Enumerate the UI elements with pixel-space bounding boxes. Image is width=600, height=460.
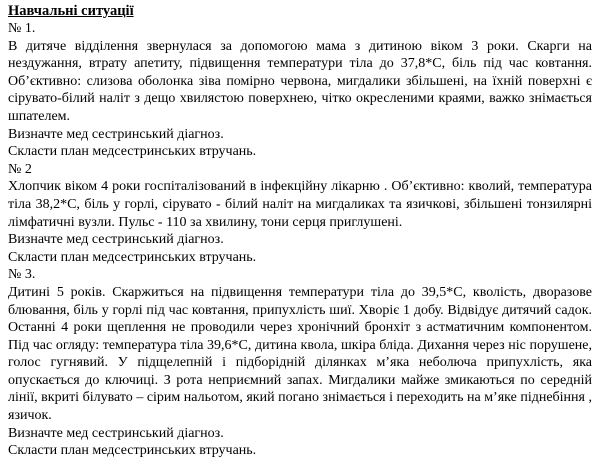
case-2: [8, 161, 592, 267]
task-plan: Скласти план медсестринських втручань.: [8, 144, 257, 160]
task-plan: Скласти план медсестринських втручань.: [8, 249, 257, 265]
case-text: Хлопчик віком 4 роки госпіталізований в інфекційну лікарню . Об’єктивно: кволий, температура тіла 38,2*С, біль у горлі, сірувато - білий наліт на мигдаликах та язичкові, збільшені тонзилярні лімфатичні вузли. Пульс - 110 за хвилину, тони серця приглушені.: [8, 179, 592, 230]
case-text: В дитяче відділення звернулася за допомогою мама з дитиною віком 3 роки. Скарги на нездужання, втрату апетиту, підвищення температури тіла до 37,8*С, біль під час ковтання. Об’єктивно: слизова оболонка зіва помірно червона, мигдалики збільшені, на їхній поверхні є сірувато-білий наліт з дещо хвилястою поверхнею, чітко окресленими краями, важко знімається шпателем.: [8, 38, 592, 124]
task-diagnosis: Визначте мед сестринський діагноз.: [8, 425, 224, 441]
document-title: Навчальні ситуації: [8, 3, 134, 19]
case-number: № 3.: [8, 267, 36, 283]
task-diagnosis: Визначте мед сестринський діагноз.: [8, 126, 224, 142]
case-number: № 2: [8, 161, 32, 177]
task-diagnosis: Визначте мед сестринський діагноз.: [8, 232, 224, 248]
task-plan: Скласти план медсестринських втручань.: [8, 443, 257, 459]
case-number: № 1.: [8, 21, 36, 36]
case-text: Дитині 5 років. Скаржиться на підвищення температури тіла до 39,5*С, кволість, дворазове блювання, біль у горлі під час ковтання, припухлість шиї. Хворіє 1 добу. Відвідує дитячий садок. Останні 4 роки щеплення не проводили через хронічний бронхіт з астматичним компонентом. Під час огляду: температура тіла 39,6*С, дитина квола, шкіра бліда. Дихання через ніс порушене, голос гугнявий. У підщелепній і підборідній ділянках м’яка неболюча припухлість, яка опускається до ключиці. З рота неприємний запах. Мигдалики майже змикаються по середній лінії, вкриті білувато – сірим нальотом, який погано знімається і переходить на м’яке піднебіння , язичок.: [8, 284, 592, 424]
case-1: [8, 20, 592, 161]
document-page: [8, 2, 592, 460]
case-3: [8, 266, 592, 460]
